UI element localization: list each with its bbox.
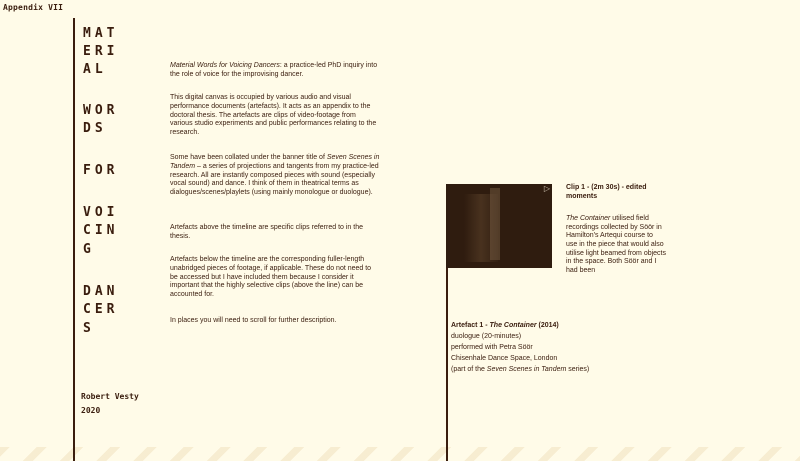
- title-line: CER: [83, 302, 119, 317]
- decorative-stripes: [0, 447, 800, 461]
- title-line: DAN: [83, 284, 119, 299]
- intro-paragraph: This digital canvas is occupied by various audio and visual performance documents (artefacts). It acts as an appendix to the doctoral thesis. The artefacts are clips of video-footage from various studio experiments and public performances relating to the research.: [170, 94, 377, 137]
- intro-paragraph: Material Words for Voicing Dancers: a practice-led PhD inquiry into the role of voice for the improvising dancer.: [170, 62, 378, 78]
- artefact-info: [451, 320, 651, 375]
- thesis-title: Material Words for Voicing Dancers: [170, 62, 280, 69]
- title-line: ERI: [83, 44, 119, 59]
- artefact-detail: performed with Petra Söör: [451, 344, 533, 351]
- intro-paragraph: Artefacts above the timeline are specific clips referred to in the thesis.: [170, 224, 363, 240]
- title-line: CIN: [83, 223, 119, 238]
- appendix-label: Appendix VII: [3, 3, 64, 12]
- title-line: VOI: [83, 205, 119, 220]
- intro-paragraph: In places you will need to scroll for further description.: [170, 317, 337, 324]
- artefact-detail: duologue (20-minutes): [451, 333, 522, 340]
- title-line: S: [83, 321, 95, 336]
- title-line: AL: [83, 62, 107, 77]
- clip-video-thumbnail[interactable]: [446, 184, 552, 268]
- author-name: Robert Vesty: [81, 392, 139, 401]
- artefact-title: Artefact 1 - The Container (2014): [451, 322, 559, 329]
- artefact-detail: Chisenhale Dance Space, London: [451, 355, 558, 362]
- title-line: MAT: [83, 26, 119, 41]
- intro-paragraph: Some have been collated under the banner title of Seven Scenes in Tandem – a series of projections and tangents from my practice-led research. All are instantly composed pieces with sound (especially vocal sound) and dance. I think of them in theatrical terms as dialogues/scenes/playlets (using mainly monologue or duologue).: [170, 154, 380, 197]
- play-icon[interactable]: ▷: [543, 184, 550, 193]
- clip-description: [566, 184, 666, 275]
- clip-title: Clip 1 - (2m 30s) - edited moments: [566, 184, 647, 200]
- title-line: DS: [83, 121, 107, 136]
- title-line: FOR: [83, 163, 119, 178]
- intro-paragraph: Artefacts below the timeline are the corresponding fuller-length unabridged pieces of footage, if applicable. These do not need to be accessed but I have included them because I consider it important that the highly selective clips (above the line) can be accounted for.: [170, 256, 372, 299]
- video-frame-light: [490, 188, 500, 260]
- author-year: 2020: [81, 406, 101, 415]
- title-line: WOR: [83, 103, 119, 118]
- title-line: G: [83, 242, 95, 257]
- clip-text: The Container utilised field recordings collected by Söör in Hamilton's Artequi course to use in the piece that would also utilise light beamed from objects in the space. Both Söör and I had been: [566, 215, 666, 274]
- left-timeline-line: [73, 18, 75, 461]
- artefact-detail: (part of the Seven Scenes in Tandem series): [451, 366, 590, 373]
